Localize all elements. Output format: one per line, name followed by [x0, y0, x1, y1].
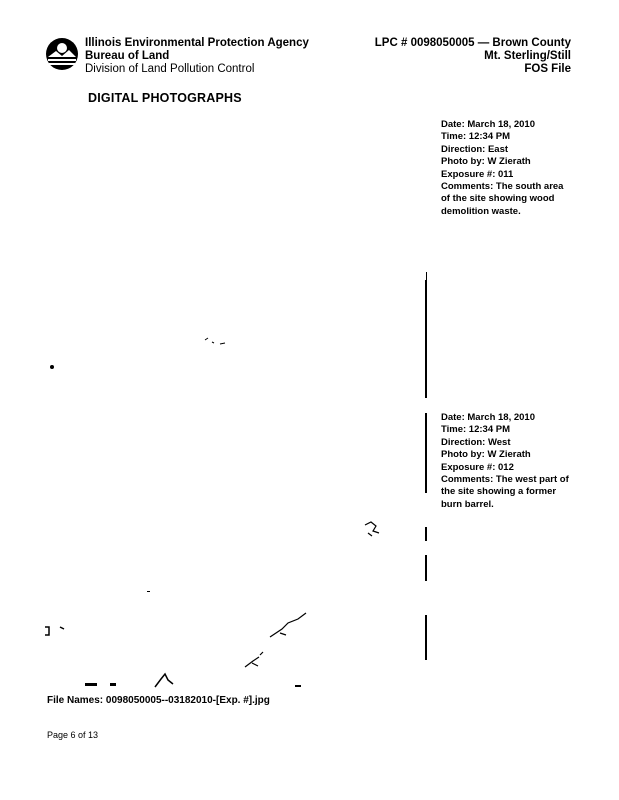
caption-date: Date: March 18, 2010: [441, 412, 535, 423]
file-names: File Names: 0098050005--03182010-[Exp. #].jpg: [47, 695, 270, 706]
bureau-name: Bureau of Land: [85, 50, 170, 62]
site-name: Mt. Sterling/Still: [484, 50, 571, 62]
caption-date: Date: March 18, 2010: [441, 119, 535, 130]
caption-photographer: Photo by: W Zierath: [441, 449, 531, 461]
caption-direction: Direction: West: [441, 436, 511, 448]
photo-011: [40, 112, 430, 400]
caption-time: Time: 12:34 PM: [441, 131, 510, 143]
file-type: FOS File: [524, 63, 571, 75]
iepa-logo: [45, 37, 79, 71]
photo-012: [40, 405, 430, 690]
lpc-number: LPC # 0098050005 — Brown County: [374, 37, 571, 49]
agency-block: [85, 37, 309, 76]
agency-name: Illinois Environmental Protection Agency: [85, 37, 309, 49]
caption-exposure: Exposure #: 012: [441, 461, 514, 473]
division-name: Division of Land Pollution Control: [85, 63, 255, 75]
page-title: DIGITAL PHOTOGRAPHS: [88, 91, 242, 105]
caption-time: Time: 12:34 PM: [441, 424, 510, 436]
caption-direction: Direction: East: [441, 143, 509, 155]
photo-011-caption: [441, 119, 571, 218]
photo-012-caption: [441, 412, 571, 511]
caption-comments: Comments: The west part of the site showing a former burn barrel.: [441, 474, 569, 510]
caption-comments: Comments: The south area of the site showing wood demolition waste.: [441, 181, 564, 217]
lpc-block: [375, 37, 571, 76]
page-number: Page 6 of 13: [47, 730, 99, 740]
caption-exposure: Exposure #: 011: [441, 168, 514, 180]
caption-photographer: Photo by: W Zierath: [441, 156, 531, 168]
